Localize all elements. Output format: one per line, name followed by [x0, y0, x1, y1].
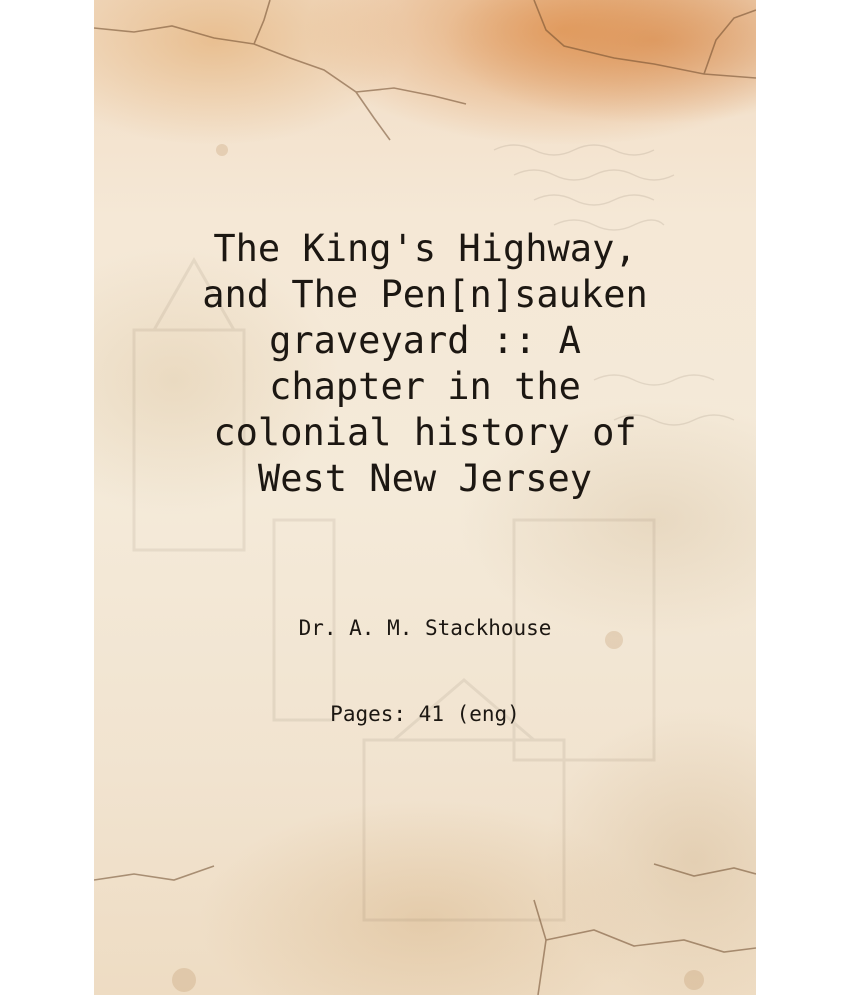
- book-author: Dr. A. M. Stackhouse: [298, 616, 552, 640]
- book-cover: [94, 0, 756, 995]
- book-title: The King's Highway, and The Pen[n]sauken graveyard :: A chapter in the colonial history of West New Jersey: [202, 227, 648, 500]
- page-count-label: Pages: 41 (eng): [330, 702, 520, 726]
